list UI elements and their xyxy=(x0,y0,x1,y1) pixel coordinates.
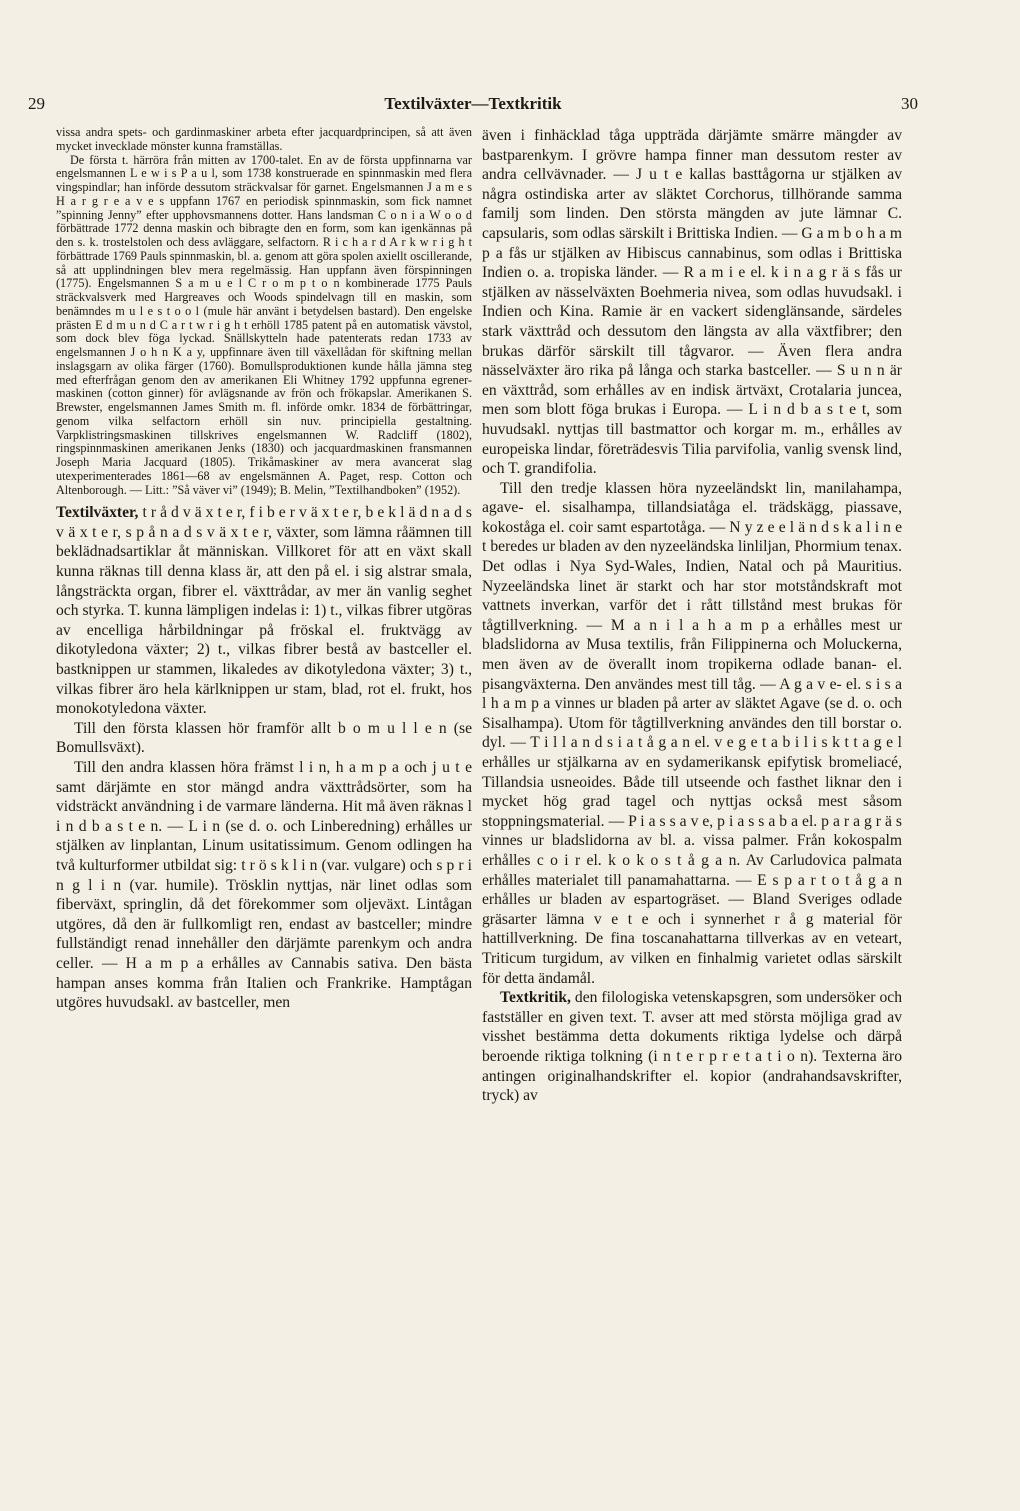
entry-paragraph xyxy=(56,503,472,719)
running-title: Textilväxter—Textkritik xyxy=(384,94,562,113)
left-column xyxy=(56,126,472,1013)
entry-paragraph: även i finhäcklad tåga uppträda därjämte smärre mängder av bastparenkym. I grövre hampa finner man dessutom rester av andra cellvävnader. — J u t e kallas basttågorna ur stjälken av några ostindiska arter av släktet Corchorus, tillhörande samma familj som linden. Den största mängden av jute lämnar C. capsularis, som odlas särskilt i Brittiska Indien. — G a m b o h a m p a fås ur stjälken av Hibiscus cannabinus, som odlas i Brittiska Indien o. a. tropiska länder. — R a m i e el. k i n a g r ä s fås ur stjälken av nässelväxten Boehmeria nivea, som odlas huvudsakl. i Indien och Kina. Ramie är en vackert sidenglänsande, särdeles stark växttråd och dessutom den längsta av alla växtfibrer; den brukas därför särskilt till tågvaror. — Även flera andra nässelväxter äro rika på långa och starka bastceller. — S u n n är en växttråd, som erhålles av en indisk ärtväxt, Crotalaria juncea, men som blott föga brukas i Europa. — L i n d b a s t e t, som huvudsakl. nyttjas till bastmattor och korgar m. m., erhålles av europeiska lindar, företrädesvis Tilia parvifolia, vanlig svensk lind, och T. grandifolia. xyxy=(482,127,902,478)
running-header xyxy=(28,94,918,118)
small-paragraph: vissa andra spets- och gardinmaskiner arbeta efter jacquardprincipen, så att även mycket invecklade mönster kunna framställas. xyxy=(56,125,472,153)
entry-textilvaxter-continued xyxy=(482,126,902,1106)
page-number-right: 30 xyxy=(901,94,918,113)
right-column xyxy=(482,126,902,1106)
entry-text: den filologiska vetenskapsgren, som undersöker och fastställer en given text. T. avser att med största möjliga grad av visshet bestämma detta dokuments riktiga lydelse och därpå beroende riktiga tolkning (i n t e r p r e t a t i o n). Texterna äro antingen originalhandskrifter el. kopior (andrahandsavskrifter, tryck) av xyxy=(482,989,902,1105)
entry-paragraph xyxy=(482,988,902,1106)
entry-text: t r å d v ä x t e r, f i b e r v ä x t e r, b e k l ä d n a d s v ä x t e r, s p å n a d s v ä x t e r, växter, som lämna råämnen till beklädnadsartiklar åt människan. Villkoret för att en växt skall kunna räknas till denna klass är, att den på el. i sig alstrar smala, långsträckta organ, fibrer el. växttrådar, av mer än vanlig seghet och styrka. T. kunna lämpligen indelas i: 1) t., vilkas fibrer utgöras av encelliga hårbildningar på fröskal el. fruktvägg av dikotyledona växter; 2) t., vilkas fibrer bestå av bastceller el. bastknippen ur stammen, likaledes av dikotyledona växter; 3) t., vilkas fibrer äro hela kärlknippen ur stam, blad, rot el. frukt, hos monokotyledona växter. xyxy=(56,504,472,718)
page-number-left: 29 xyxy=(28,94,45,113)
entry-paragraph: Till den andra klassen höra främst l i n, h a m p a och j u t e samt därjämte en stor mängd andra växttrådsörter, som ha vidsträckt användning i de varmare länderna. Hit må även räknas l i n d b a s t e n. — L i n (se d. o. och Linberedning) erhålles ur stjälken av linplantan, Linum usitatissimum. Genom odlingen ha två kulturformer utbildat sig: t r ö s k l i n (var. vulgare) och s p r i n g l i n (var. humile). Trösklin nyttjas, när linet odlas som fiberväxt, springlin, då det förekommer som oljeväxt. Lintågan utgöres, då den är fullkomligt ren, endast av bastceller; mindre fullständigt renad innehåller den därjämte parenkym och andra celler. — H a m p a erhålles av Cannabis sativa. Den bästa hampan anses komma från Italien och Frankrike. Hamptågan utgöres huvudsakl. av bastceller, men xyxy=(56,758,472,1012)
entry-textilvaxter xyxy=(56,503,472,1012)
small-print-section xyxy=(56,126,472,497)
entry-paragraph: Till den första klassen hör framför allt b o m u l l e n (se Bomullsväxt). xyxy=(56,719,472,757)
entry-headword: Textkritik, xyxy=(500,989,571,1007)
entry-paragraph: Till den tredje klassen höra nyzeeländskt lin, manilahampa, agave- el. sisalhampa, tillandsiatåga el. trädskägg, piassave, kokoståga el. coir samt espartotåga. — N y z e e l ä n d s k a l i n e t beredes ur bladen av den nyzeeländska linliljan, Phormium tenax. Det odlas i Nya Syd-Wales, Indien, Natal och på Mauritius. Nyzeeländska linet är starkt och har stor motståndskraft mot vattnets inverkan, varför det i rått tillstånd mest brukas för tågtillverkning. — M a n i l a h a m p a erhålles mest ur bladslidorna av Musa textilis, från Filippinerna och Moluckerna, men även av de överallt inom tropikerna odlade banan- el. pisangväxterna. Den användes mest till tåg. — A g a v e- el. s i s a l h a m p a vinnes ur bladen på arter av släktet Agave (se d. o. och Sisalhampa). Utom för tågtillverkning användes den till borstar o. dyl. — T i l l a n d s i a t å g a n el. v e g e t a b i l i s k t t a g e l erhålles ur stjälkarna av en sydamerikansk epifytisk bromeliacé, Tillandsia usneoides. Både till utseende och fasthet liknar den i mycket hög grad tagel och nyttjas också mest såsom stoppningsmaterial. — P i a s s a v e, p i a s s a b a el. p a r a g r ä s vinnes ur bladslidorna av bl. a. vissa palmer. Från kokospalm erhålles c o i r el. k o k o s t å g a n. Av Carludovica palmata erhålles materialet till panamahattarna. — E s p a r t o t å g a n erhålles ur bladen av espartogräset. — Bland Sveriges odlade gräsarter lämna v e t e och i synnerhet r å g material för hattillverkning. De fina toscanahattarna tillverkas av en veteart, Triticum turgidum, av vilken en finhalmig varietet odlas särskilt för detta ändamål. xyxy=(482,479,902,987)
small-paragraph: De första t. härröra från mitten av 1700-talet. En av de första uppfinnarna var engelsmannen L e w i s P a u l, som 1738 konstruerade en spinnmaskin med flera vingspindlar; han införde dessutom sträckvalsar för garnet. Engelsmannen J a m e s H a r g r e a v e s uppfann 1767 en periodisk spinnmaskin, som fick namnet ”spinning Jenny” efter upphovsmannens dotter. Hans landsman C o n i a W o o d förbättrade 1772 denna maskin och bibragte den en form, som kan igenkännas på den s. k. trostelstolen och dess avläggare, selfactorn. R i c h a r d A r k w r i g h t förbättrade 1769 Pauls spinnmaskin, bl. a. genom att göra spolen axiellt oscillerande, så att upplindningen blev mera regelmässig. Han uppfann även förspinningen (1775). Engelsmannen S a m u e l C r o m p t o n kombinerade 1775 Pauls sträckvalsverk med Hargreaves och Woods spindelvagn till en maskin, som benämndes m u l e s t o o l (mule här använt i betydelsen bastard). Den engelske prästen E d m u n d C a r t w r i g h t erhöll 1785 patent på en automatisk vävstol, som dock blev föga lyckad. Snällskytteln hade patenterats redan 1733 av engelsmannen J o h n K a y, uppfinnare även till växellådan för skiftning mellan inslagsgarn av olika färger (1760). Bomullsproduktionen kunde hålla jämna steg med efterfrågan genom den av amerikanen Eli Whitney 1792 uppfunna egrener-maskinen (cotton ginner) för avlägsnande av frön och frökapslar. Amerikanen S. Brewster, engelsmannen James Smith m. fl. införde omkr. 1834 de förbättringar, genom vilka selfactorn erhöll sin nuv. principiella gestaltning. Varpklistringsmaskinen tillskrives engelsmannen W. Radcliff (1802), ringspinnmaskinen amerikanen Jenks (1830) och jacquardmaskinen fransmannen Joseph Maria Jacquard (1805). Trikåmaskiner av mera avancerat slag utexperimenterades 1861—68 av engelsmännen A. Paget, resp. Cotton och Altenborough. — Litt.: ”Så väver vi” (1949); B. Melin, ”Textilhandboken” (1952). xyxy=(56,152,472,497)
entry-headword: Textilväxter, xyxy=(56,504,139,522)
